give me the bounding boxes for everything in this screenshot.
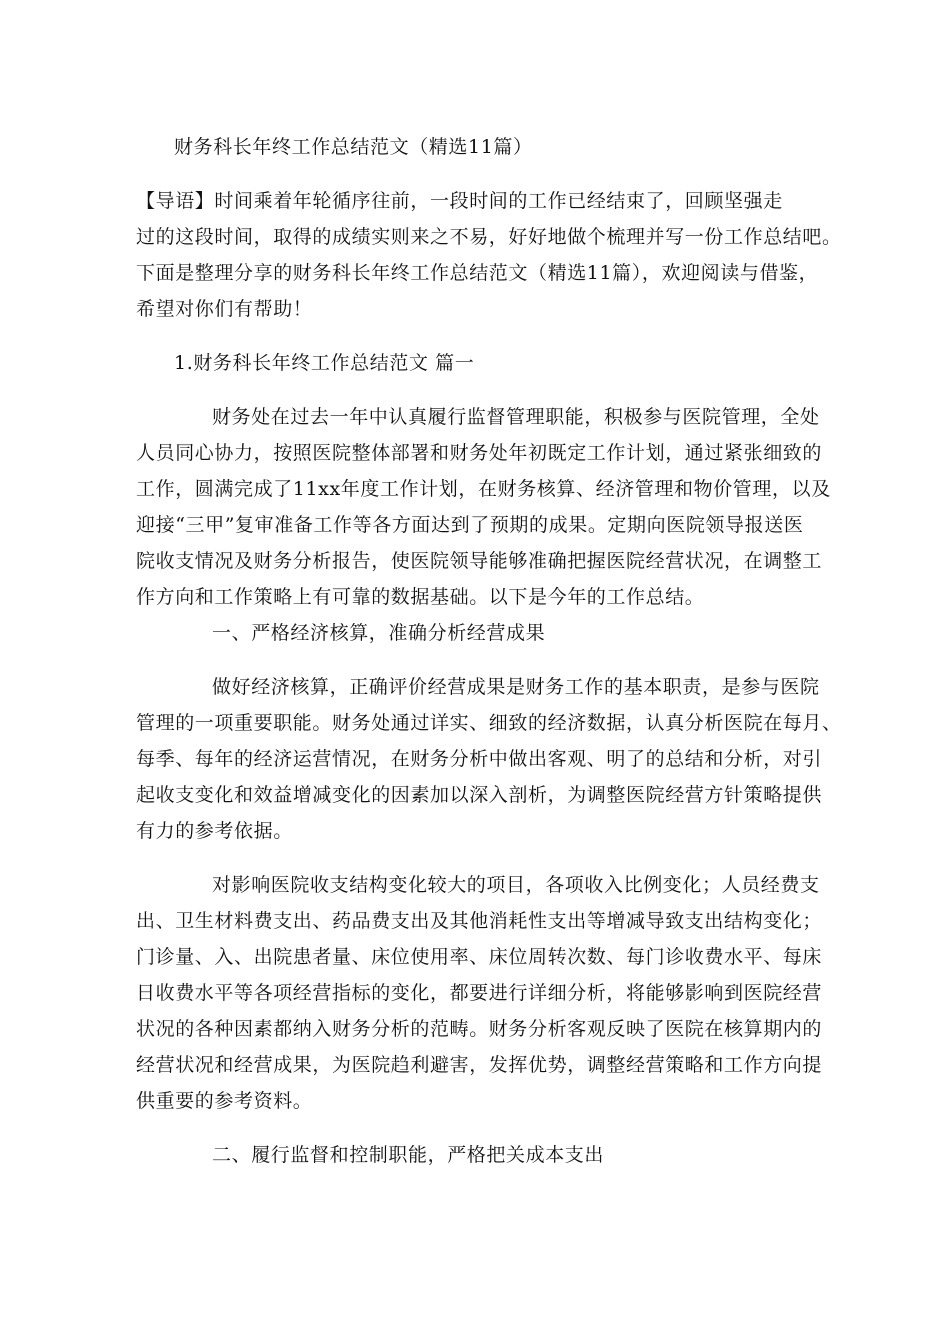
paragraph1-line-1: 财务处在过去一年中认真履行监督管理职能，积极参与医院管理，全处 — [212, 406, 820, 428]
intro-line-1: 【导语】时间乘着年轮循序往前，一段时间的工作已经结束了，回顾坚强走 — [136, 190, 783, 212]
paragraph2-line-2: 管理的一项重要职能。财务处通过详实、细致的经济数据，认真分析医院在每月、 — [136, 712, 842, 734]
article-heading: 1.财务科长年终工作总结范文 篇一 — [174, 352, 475, 374]
paragraph3-line-2: 出、卫生材料费支出、药品费支出及其他消耗性支出等增减导致支出结构变化； — [136, 910, 823, 932]
paragraph1-line-2: 人员同心协力，按照医院整体部署和财务处年初既定工作计划，通过紧张细致的 — [136, 442, 823, 464]
paragraph3-line-4: 日收费水平等各项经营指标的变化，都要进行详细分析，将能够影响到医院经营 — [136, 982, 823, 1004]
paragraph2-line-3: 每季、每年的经济运营情况，在财务分析中做出客观、明了的总结和分析，对引 — [136, 748, 823, 770]
intro-line-4: 希望对你们有帮助！ — [136, 298, 313, 320]
paragraph2-line-1: 做好经济核算，正确评价经营成果是财务工作的基本职责，是参与医院 — [212, 676, 820, 698]
intro-line-3: 下面是整理分享的财务科长年终工作总结范文（精选11篇），欢迎阅读与借鉴， — [136, 262, 819, 284]
paragraph3-line-5: 状况的各种因素都纳入财务分析的范畴。财务分析客观反映了医院在核算期内的 — [136, 1018, 823, 1040]
paragraph1-line-3: 工作，圆满完成了11xx年度工作计划，在财务核算、经济管理和物价管理，以及 — [136, 478, 831, 500]
paragraph1-line-5: 院收支情况及财务分析报告，使医院领导能够准确把握医院经营状况，在调整工 — [136, 550, 823, 572]
paragraph2-line-4: 起收支变化和效益增减变化的因素加以深入剖析，为调整医院经营方针策略提供 — [136, 784, 823, 806]
paragraph3-line-6: 经营状况和经营成果，为医院趋利避害，发挥优势，调整经营策略和工作方向提 — [136, 1054, 823, 1076]
intro-line-2: 过的这段时间，取得的成绩实则来之不易，好好地做个梳理并写一份工作总结吧。 — [136, 226, 842, 248]
paragraph1-line-6: 作方向和工作策略上有可靠的数据基础。以下是今年的工作总结。 — [136, 586, 705, 608]
paragraph2-line-5: 有力的参考依据。 — [136, 820, 293, 842]
section1-heading: 一、严格经济核算，准确分析经营成果 — [212, 622, 546, 644]
paragraph1-line-4: 迎接“三甲”复审准备工作等各方面达到了预期的成果。定期向医院领导报送医 — [136, 514, 804, 536]
document-title: 财务科长年终工作总结范文（精选11篇） — [174, 136, 533, 158]
paragraph3-line-7: 供重要的参考资料。 — [136, 1090, 313, 1112]
section2-heading: 二、履行监督和控制职能，严格把关成本支出 — [212, 1144, 605, 1166]
paragraph3-line-3: 门诊量、入、出院患者量、床位使用率、床位周转次数、每门诊收费水平、每床 — [136, 946, 823, 968]
paragraph3-line-1: 对影响医院收支结构变化较大的项目，各项收入比例变化；人员经费支 — [212, 874, 820, 896]
